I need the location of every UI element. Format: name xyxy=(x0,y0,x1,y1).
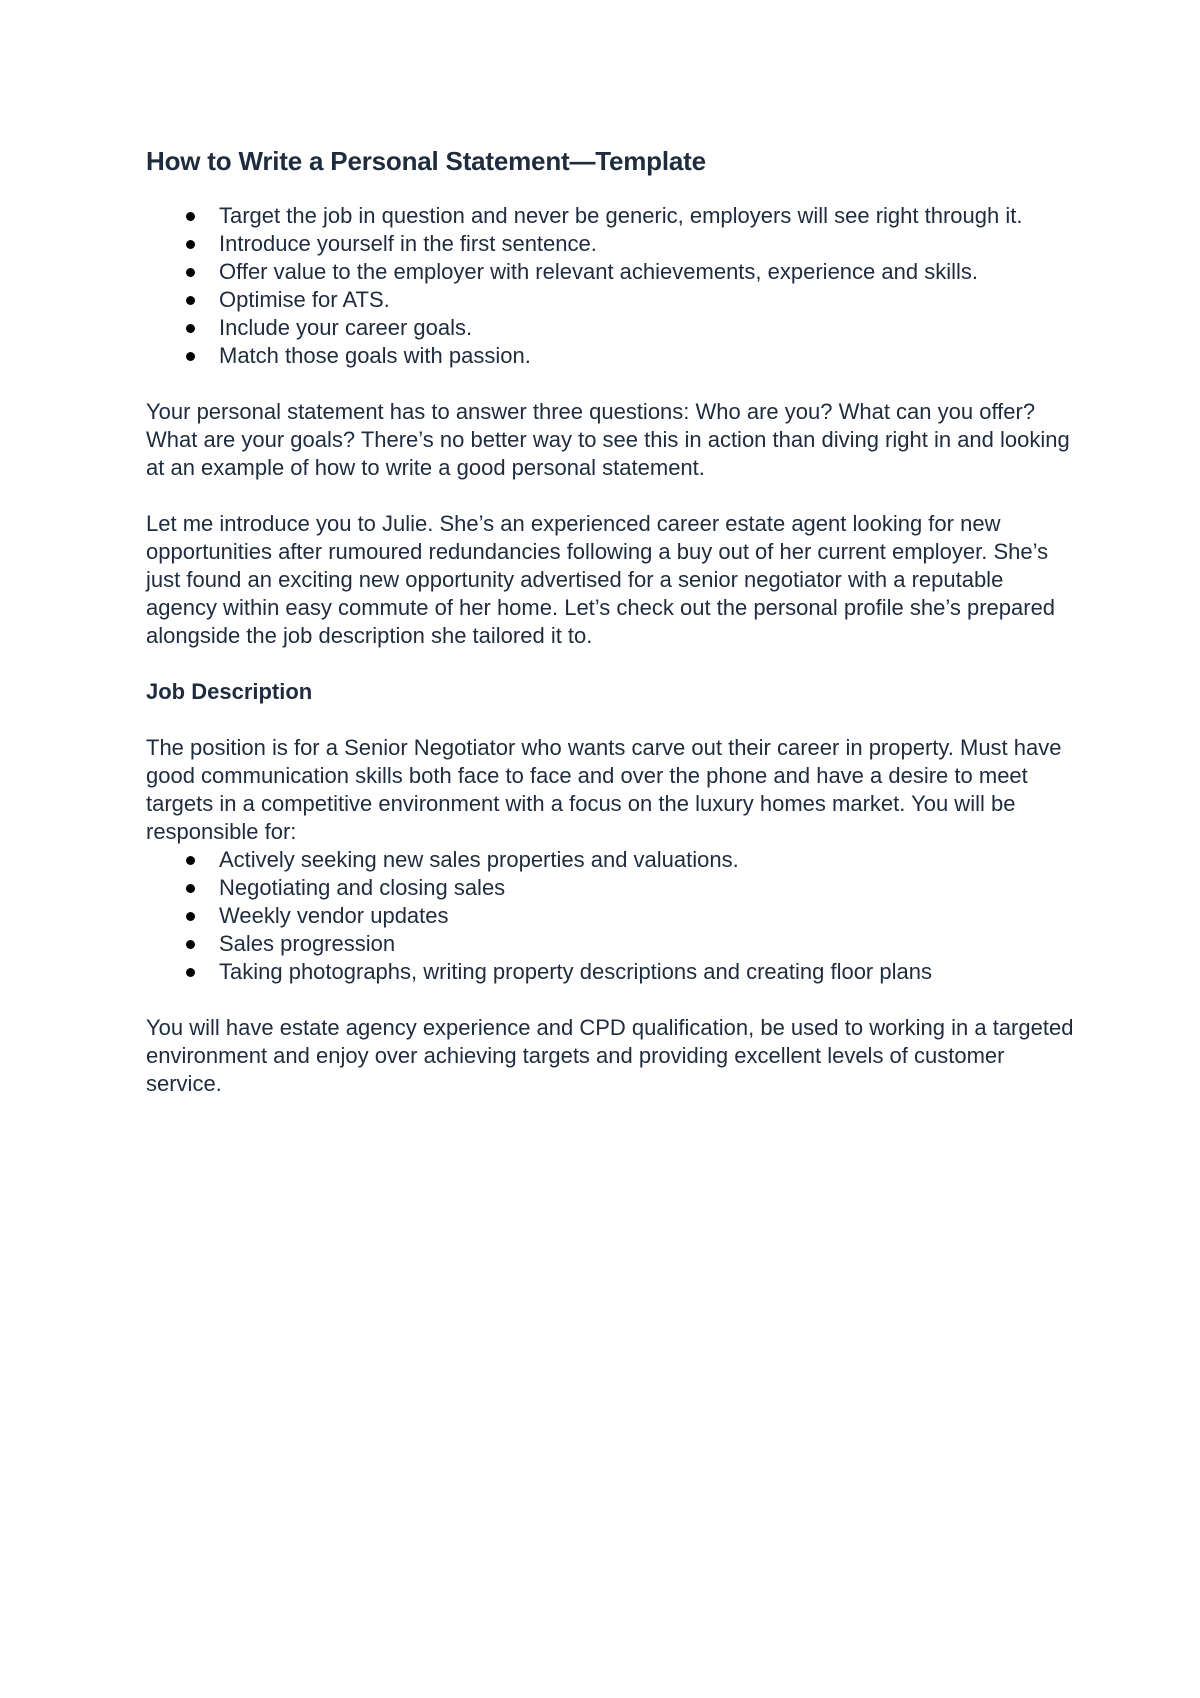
list-item xyxy=(146,230,1076,258)
bullet-icon xyxy=(186,212,195,221)
list-item-text: Target the job in question and never be generic, employers will see right through it. xyxy=(219,203,1023,228)
list-item-text: Actively seeking new sales properties and valuations. xyxy=(219,847,739,872)
list-item xyxy=(146,314,1076,342)
list-item-text: Introduce yourself in the first sentence. xyxy=(219,231,597,256)
list-item-text: Match those goals with passion. xyxy=(219,343,531,368)
bullet-icon xyxy=(186,324,195,333)
list-item xyxy=(146,930,1076,958)
job-description-closing: You will have estate agency experience and CPD qualification, be used to working in a targeted environment and enjoy over achieving targets and providing excellent levels of customer service. xyxy=(146,1015,1074,1096)
job-description-intro: The position is for a Senior Negotiator who wants carve out their career in property. Must have good communication skills both face to face and over the phone and have a desire to meet targets in a competitive environment with a focus on the luxury homes market. You will be responsible for: xyxy=(146,735,1062,844)
bullet-icon xyxy=(186,884,195,893)
list-item-text: Offer value to the employer with relevant achievements, experience and skills. xyxy=(219,259,978,284)
list-item-text: Optimise for ATS. xyxy=(219,287,390,312)
list-item xyxy=(146,902,1076,930)
list-item xyxy=(146,342,1076,370)
list-item-text: Sales progression xyxy=(219,931,396,956)
responsibilities-list xyxy=(146,846,1076,986)
list-item xyxy=(146,958,1076,986)
julie-paragraph: Let me introduce you to Julie. She’s an experienced career estate agent looking for new opportunities after rumoured redundancies following a buy out of her current employer. She’s just found an exciting new opportunity advertised for a senior negotiator with a reputable agency within easy commute of her home. Let’s check out the personal profile she’s prepared alongside the job description she tailored it to. xyxy=(146,511,1056,648)
list-item-text: Include your career goals. xyxy=(219,315,473,340)
questions-paragraph: Your personal statement has to answer three questions: Who are you? What can you offer? What are your goals? There’s no better way to see this in action than diving right in and looking at an example of how to write a good personal statement. xyxy=(146,399,1070,480)
list-item xyxy=(146,202,1076,230)
bullet-icon xyxy=(186,268,195,277)
list-item xyxy=(146,846,1076,874)
tips-list xyxy=(146,202,1076,370)
list-item-text: Negotiating and closing sales xyxy=(219,875,506,900)
bullet-icon xyxy=(186,912,195,921)
job-description-heading: Job Description xyxy=(146,679,313,704)
bullet-icon xyxy=(186,352,195,361)
document-title: How to Write a Personal Statement—Template xyxy=(146,146,706,176)
bullet-icon xyxy=(186,856,195,865)
list-item-text: Taking photographs, writing property descriptions and creating floor plans xyxy=(219,959,932,984)
bullet-icon xyxy=(186,968,195,977)
list-item xyxy=(146,286,1076,314)
bullet-icon xyxy=(186,240,195,249)
list-item xyxy=(146,258,1076,286)
bullet-icon xyxy=(186,296,195,305)
bullet-icon xyxy=(186,940,195,949)
list-item-text: Weekly vendor updates xyxy=(219,903,449,928)
list-item xyxy=(146,874,1076,902)
document-page xyxy=(146,140,1076,1126)
